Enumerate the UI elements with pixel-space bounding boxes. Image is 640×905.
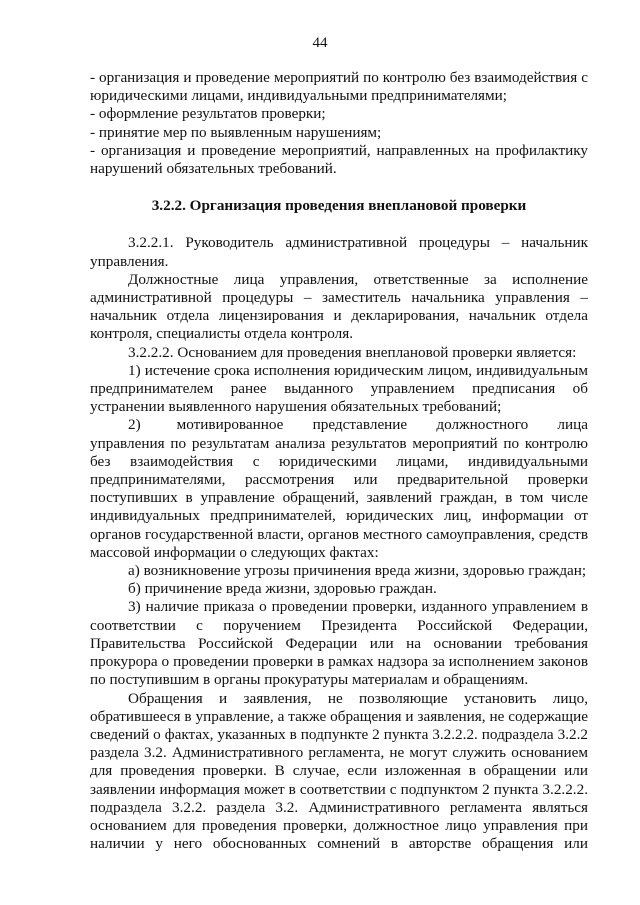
paragraph: Должностные лица управления, ответственные за исполнение административной процедуры – заместитель начальника управления – начальник отдела лицензирования и декларирования, начальник отдела контроля, специалисты отдела контроля.: [90, 270, 588, 343]
paragraph: 1) истечение срока исполнения юридическим лицом, индивидуальным предпринимателем ранее выданного управлением предписания об устранении выявленного нарушения обязательных требований;: [90, 361, 588, 416]
paragraph: а) возникновение угрозы причинения вреда жизни, здоровью граждан;: [128, 562, 587, 580]
item-number: 2): [128, 416, 141, 434]
page-number: 44: [312, 35, 328, 51]
paragraph: 3) наличие приказа о проведении проверки, изданного управлением в соответствии с поручением Президента Российской Федерации, Правительства Российской Федерации или на основании требования прокурора о проведении проверки в рамках надзора за исполнением законов по поступившим в органы прокуратуры материалам и обращениям.: [90, 598, 588, 689]
list-item: - организация и проведение мероприятий по контролю без взаимодействия с юридическими лицами, индивидуальными предпринимателями;: [90, 69, 588, 105]
section-heading: 3.2.2. Организация проведения внеплановой проверки: [151, 197, 527, 215]
page-content: [90, 69, 588, 853]
list-item: - принятие мер по выявленным нарушениям;: [90, 123, 382, 141]
item-text: мотивированное представление должностного лица управления по результатам анализа результатов мероприятий по контролю без взаимодействия с юридическими лицами, индивидуальными предпринимателями, рассмотрения или предварительной проверки поступивших в управление обращений, заявлений граждан, в том числе индивидуальных предпринимателей, юридических лиц, информации от органов государственной власти, органов местного самоуправления, средств массовой информации о следующих фактах:: [90, 416, 588, 561]
paragraph: б) причинение вреда жизни, здоровью граждан.: [128, 580, 437, 598]
list-item: - организация и проведение мероприятий, направленных на профилактику нарушений обязательных требований.: [90, 141, 588, 178]
paragraph: 3.2.2.2. Основанием для проведения внеплановой проверки является:: [128, 343, 577, 361]
list-item: - оформление результатов проверки;: [90, 105, 326, 123]
paragraph: [90, 416, 588, 562]
paragraph: Обращения и заявления, не позволяющие установить лицо, обратившееся в управление, а также обращения и заявления, не содержащие сведений о фактах, указанных в подпункте 2 пункта 3.2.2.2. подраздела 3.2.2 раздела 3.2. Административного регламента, не могут служить основанием для проведения проверки. В случае, если изложенная в обращении или заявлении информация может в соответствии с подпунктом 2 пункта 3.2.2.2. подраздела 3.2.2. раздела 3.2. Административного регламента являться основанием для проведения проверки, должностное лицо управления при наличии у него обоснованных сомнений в авторстве обращения или: [90, 689, 588, 853]
paragraph: 3.2.2.1. Руководитель административной процедуры – начальник управления.: [90, 234, 588, 270]
